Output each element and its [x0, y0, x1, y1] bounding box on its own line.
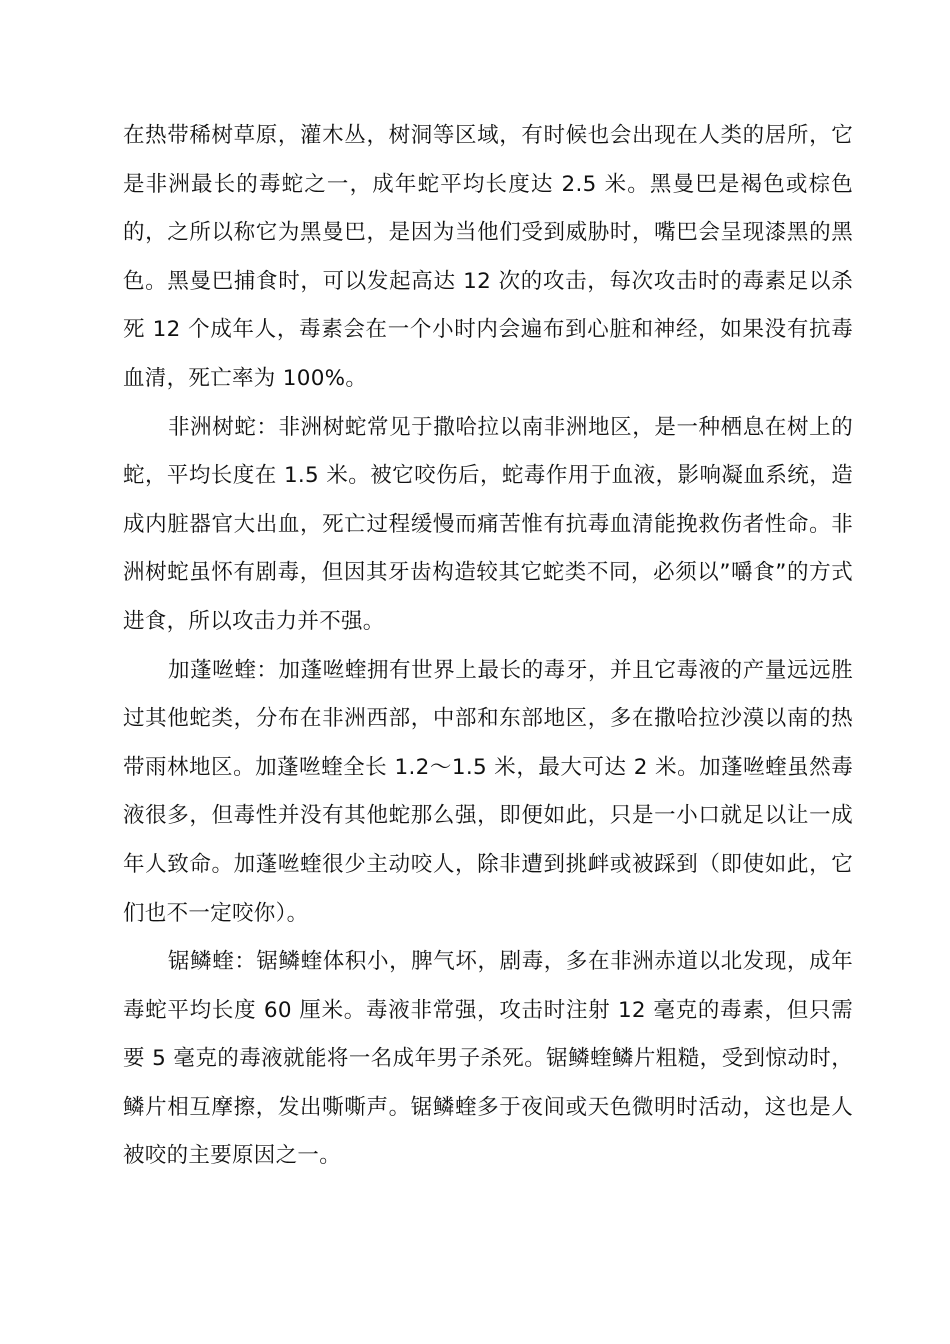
paragraph-gaboon-viper: 加蓬咝蝰：加蓬咝蝰拥有世界上最长的毒牙，并且它毒液的产量远远胜过其他蛇类，分布在非洲西部，中部和东部地区，多在撒哈拉沙漠以南的热带雨林地区。加蓬咝蝰全长 1.2～1.5 米，最大可达 2 米。加蓬咝蝰虽然毒液很多，但毒性并没有其他蛇那么强，即便如此，只是一小口就足以让一成年人致命。加蓬咝蝰很少主动咬人，除非遭到挑衅或被踩到（即使如此，它们也不一定咬你）。 — [123, 657, 853, 926]
paragraph-saw-scaled-viper: 锯鳞蝰：锯鳞蝰体积小，脾气坏，剧毒，多在非洲赤道以北发现，成年毒蛇平均长度 60 厘米。毒液非常强，攻击时注射 12 毫克的毒素，但只需要 5 毫克的毒液就能将一名成年男子杀死。锯鳞蝰鳞片粗糙，受到惊动时，鳞片相互摩擦，发出嘶嘶声。锯鳞蝰多于夜间或天色微明时活动，这也是人被咬的主要原因之一。 — [123, 949, 853, 1169]
paragraph-african-tree-snake: 非洲树蛇：非洲树蛇常见于撒哈拉以南非洲地区，是一种栖息在树上的蛇，平均长度在 1.5 米。被它咬伤后，蛇毒作用于血液，影响凝血系统，造成内脏器官大出血，死亡过程缓慢而痛苦惟有抗毒血清能挽救伤者性命。非洲树蛇虽怀有剧毒，但因其牙齿构造较其它蛇类不同，必须以”嚼食”的方式进食，所以攻击力并不强。 — [123, 414, 853, 634]
paragraph-black-mamba: 在热带稀树草原，灌木丛，树洞等区域，有时候也会出现在人类的居所，它是非洲最长的毒蛇之一，成年蛇平均长度达 2.5 米。黑曼巴是褐色或棕色的，之所以称它为黑曼巴，是因为当他们受到威胁时，嘴巴会呈现漆黑的黑色。黑曼巴捕食时，可以发起高达 12 次的攻击，每次攻击时的毒素足以杀死 12 个成年人，毒素会在一个小时内会遍布到心脏和神经，如果没有抗毒血清，死亡率为 100%。 — [123, 123, 853, 391]
document-page — [123, 112, 853, 1181]
